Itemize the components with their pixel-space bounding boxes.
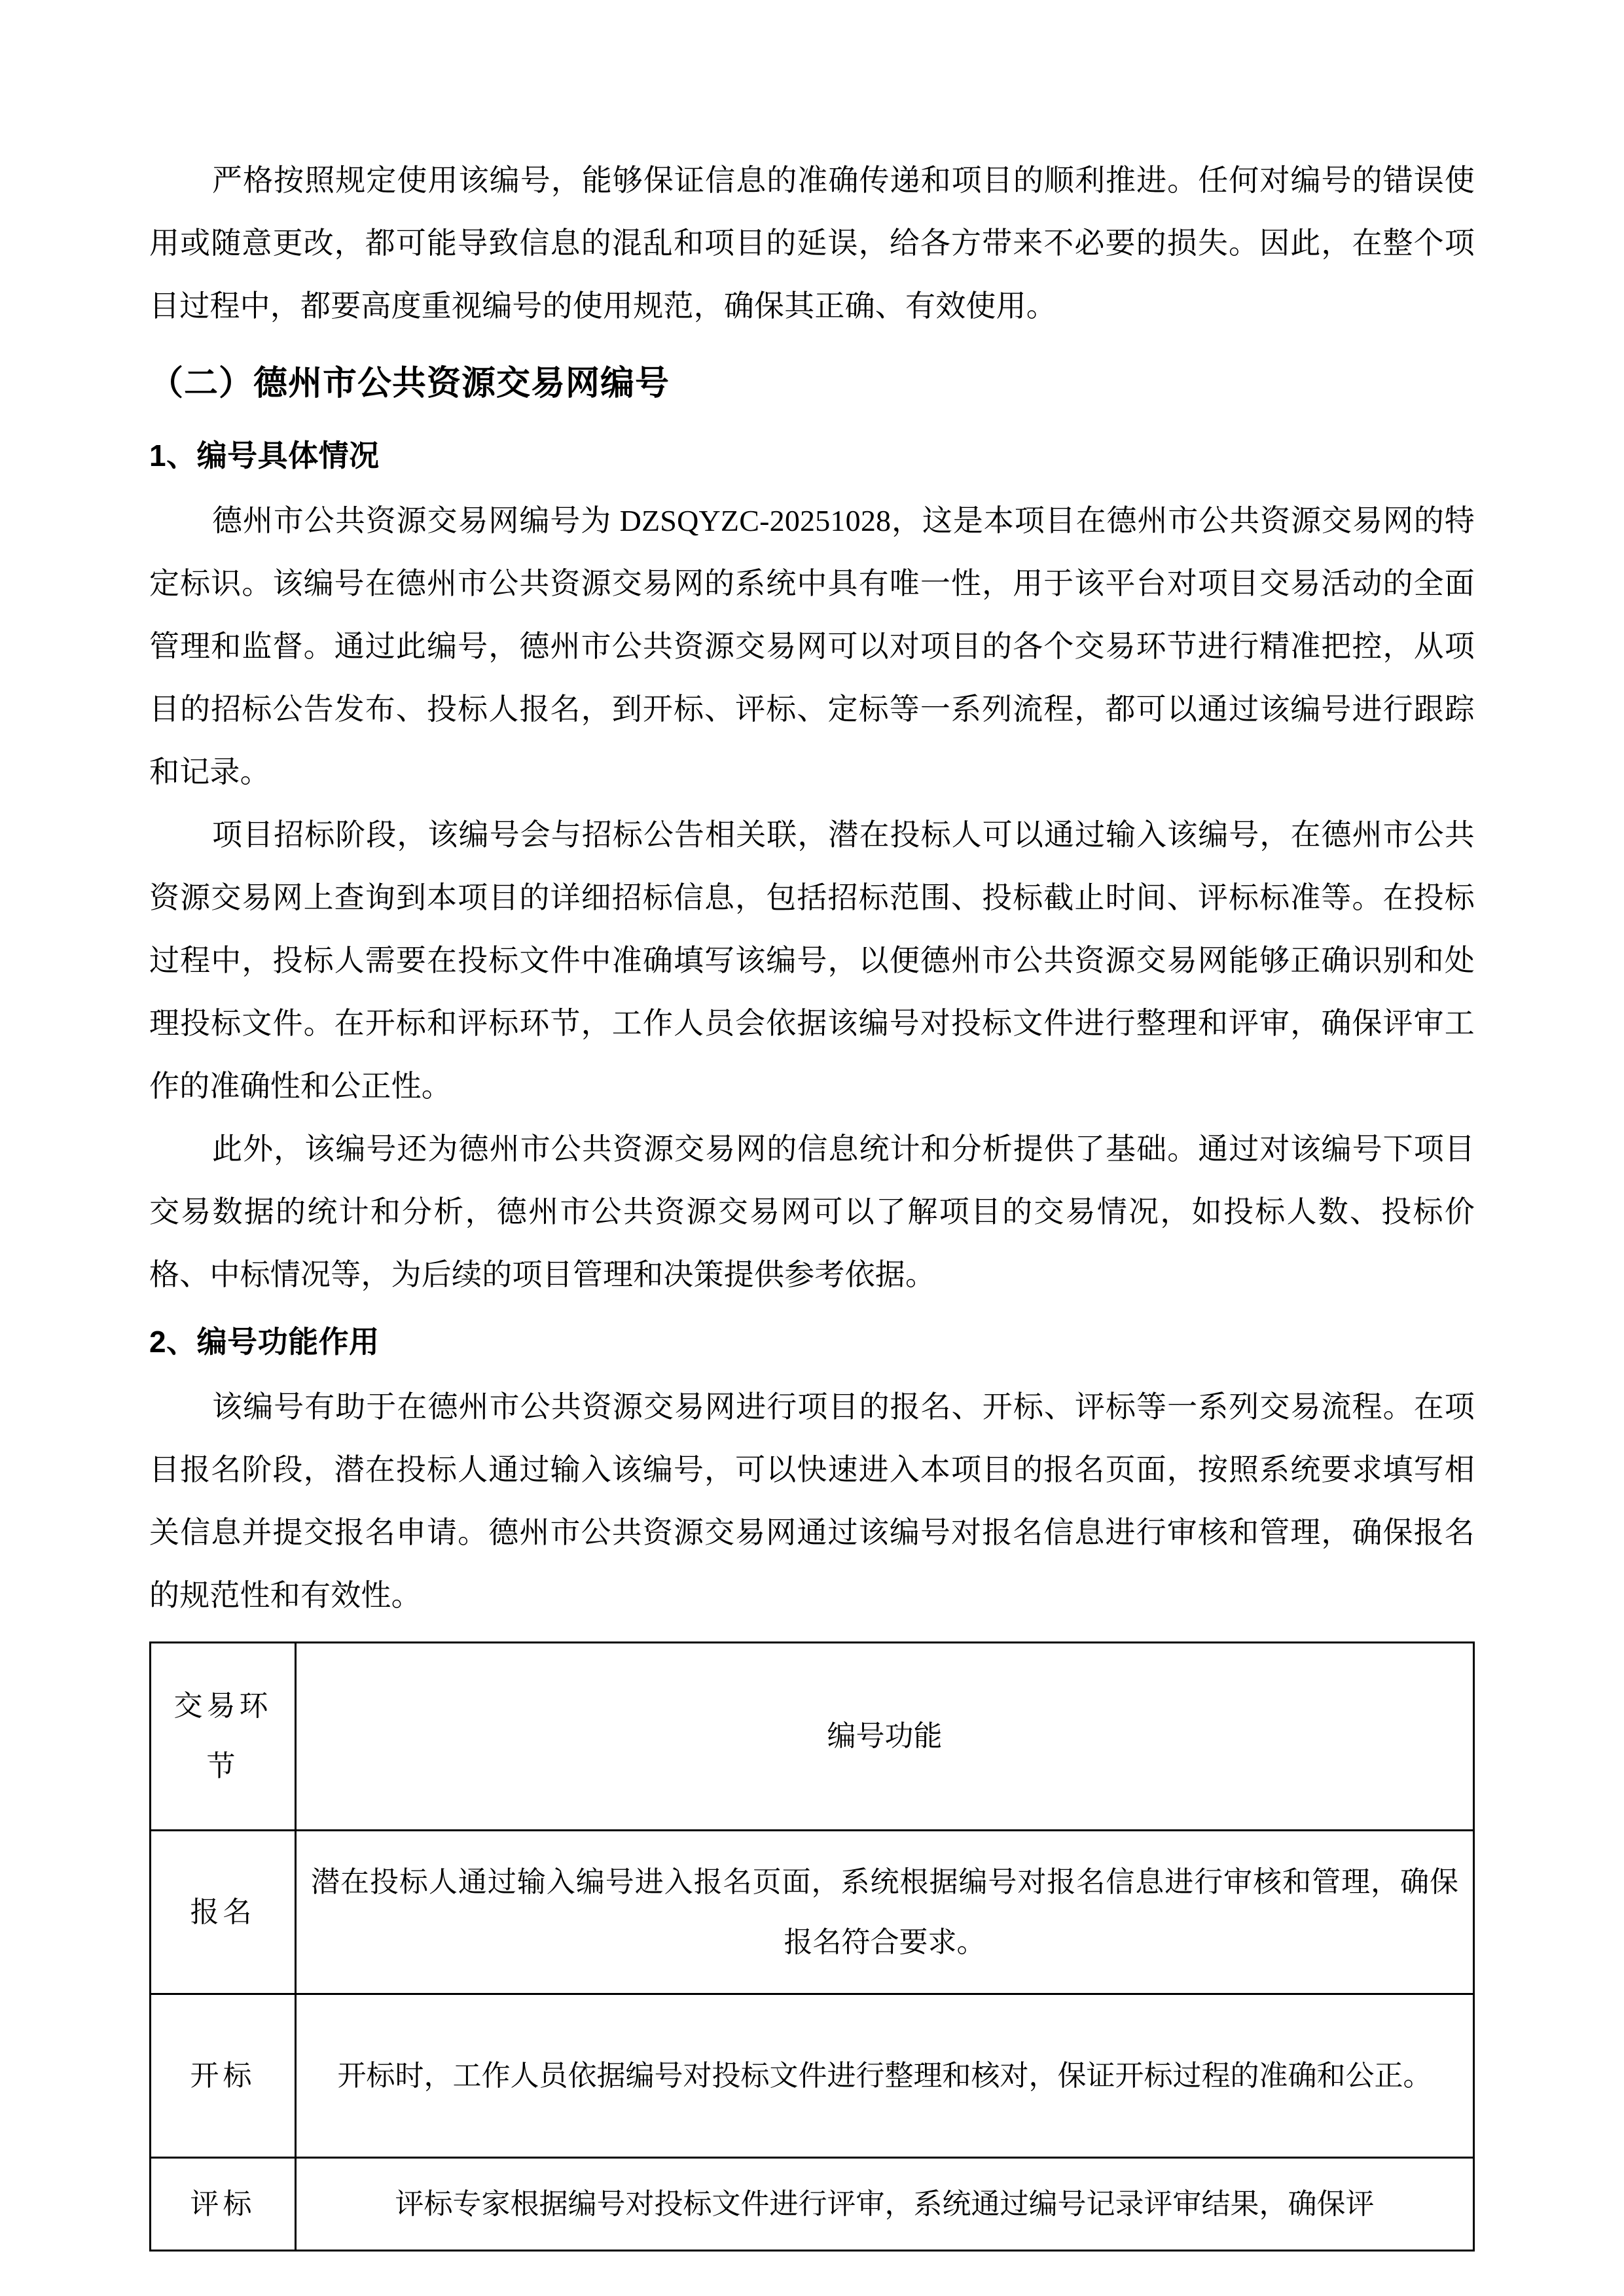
subheading-number-details: 1、编号具体情况 <box>149 439 380 473</box>
table-cell-function-bid-opening: 开标时，工作人员依据编号对投标文件进行整理和核对，保证开标过程的准确和公正。 <box>296 1994 1474 2158</box>
transaction-stage-function-table <box>149 1641 1475 2251</box>
table-row <box>151 1831 1474 1994</box>
paragraph-statistics-basis: 此外，该编号还为德州市公共资源交易网的信息统计和分析提供了基础。通过对该编号下项目交易数据的统计和分析，德州市公共资源交易网可以了解项目的交易情况，如投标人数、投标价格、中标情况等，为后续的项目管理和决策提供参考依据。 <box>149 1132 1475 1291</box>
table-header-stage: 交易环节 <box>151 1643 296 1831</box>
table-cell-stage-registration: 报名 <box>151 1831 296 1994</box>
table-cell-function-bid-evaluation: 评标专家根据编号对投标文件进行评审，系统通过编号记录评审结果，确保评 <box>296 2158 1474 2251</box>
subheading-number-function: 2、编号功能作用 <box>149 1325 380 1359</box>
table-row <box>151 2158 1474 2251</box>
table-header-row <box>151 1643 1474 1831</box>
table-row <box>151 1994 1474 2158</box>
paragraph-registration-flow: 该编号有助于在德州市公共资源交易网进行项目的报名、开标、评标等一系列交易流程。在项目报名阶段，潜在投标人通过输入该编号，可以快速进入本项目的报名页面，按照系统要求填写相关信息并提交报名申请。德州市公共资源交易网通过该编号对报名信息进行审核和管理，确保报名的规范性和有效性。 <box>149 1390 1475 1612</box>
table-header-function: 编号功能 <box>296 1643 1474 1831</box>
paragraph-numbering-compliance: 严格按照规定使用该编号，能够保证信息的准确传递和项目的顺利推进。任何对编号的错误使用或随意更改，都可能导致信息的混乱和项目的延误，给各方带来不必要的损失。因此，在整个项目过程中，都要高度重视编号的使用规范，确保其正确、有效使用。 <box>149 164 1475 323</box>
section-heading-dezhou-platform-number: （二）德州市公共资源交易网编号 <box>149 365 670 403</box>
page-content <box>149 149 1475 2251</box>
table-cell-stage-bid-evaluation: 评标 <box>151 2158 296 2251</box>
table-cell-function-registration: 潜在投标人通过输入编号进入报名页面，系统根据编号对报名信息进行审核和管理，确保报名符合要求。 <box>296 1831 1474 1994</box>
paragraph-number-identity: 德州市公共资源交易网编号为 DZSQYZC-20251028，这是本项目在德州市公共资源交易网的特定标识。该编号在德州市公共资源交易网的系统中具有唯一性，用于该平台对项目交易活动的全面管理和监督。通过此编号，德州市公共资源交易网可以对项目的各个交易环节进行精准把控，从项目的招标公告发布、投标人报名，到开标、评标、定标等一系列流程，都可以通过该编号进行跟踪和记录。 <box>149 504 1475 789</box>
paragraph-bidding-stage: 项目招标阶段，该编号会与招标公告相关联，潜在投标人可以通过输入该编号，在德州市公共资源交易网上查询到本项目的详细招标信息，包括招标范围、投标截止时间、评标标准等。在投标过程中，投标人需要在投标文件中准确填写该编号，以便德州市公共资源交易网能够正确识别和处理投标文件。在开标和评标环节，工作人员会依据该编号对投标文件进行整理和评审，确保评审工作的准确性和公正性。 <box>149 818 1475 1103</box>
table-cell-stage-bid-opening: 开标 <box>151 1994 296 2158</box>
